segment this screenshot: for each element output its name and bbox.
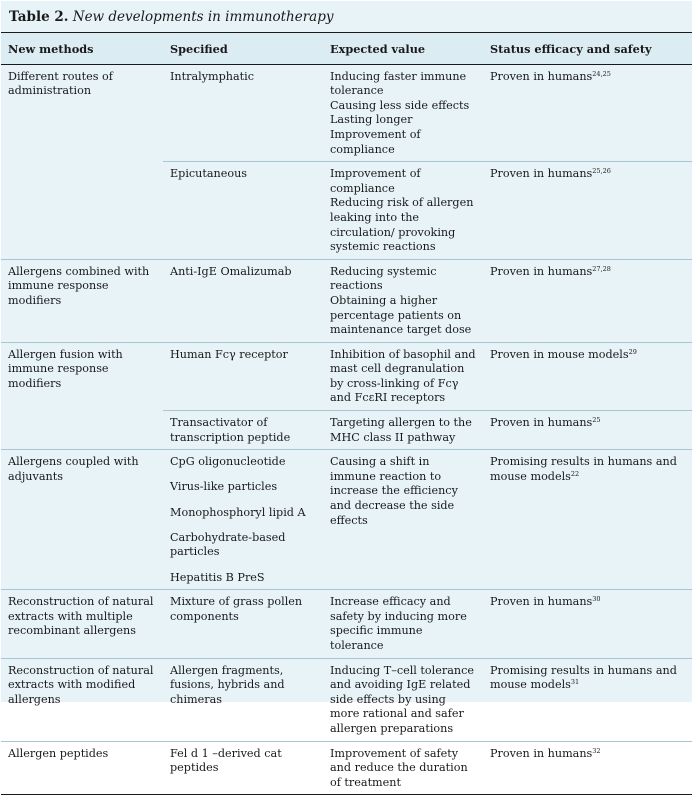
header-new-methods: New methods — [1, 33, 163, 65]
specified-cell: Allergen fragments, fusions, hybrids and chimeras — [163, 658, 323, 741]
adjuvant-item: Hepatitis B PreS — [170, 570, 265, 584]
specified-cell: Fel d 1 –derived cat peptides — [163, 741, 323, 795]
status-text: Proven in humans — [490, 69, 593, 83]
reference-superscript: 27,28 — [592, 264, 611, 273]
reference-superscript: 22 — [570, 469, 580, 478]
status-text: Proven in humans — [490, 264, 593, 278]
table-container — [1, 1, 692, 789]
table-row — [1, 741, 692, 795]
expected-cell — [323, 64, 483, 162]
specified-cell: Intralymphatic — [170, 69, 255, 83]
status-text: Proven in humans — [490, 416, 593, 430]
status-cell — [483, 741, 692, 795]
method-cell: Allergens combined with immune response modifiers — [1, 259, 163, 342]
expected-cell — [323, 411, 483, 450]
method-cell: Allergen peptides — [1, 741, 163, 795]
status-cell — [483, 162, 692, 260]
status-cell — [483, 658, 692, 741]
expected-line: Lasting longer — [330, 113, 413, 127]
table-row — [1, 658, 692, 741]
expected-line: Reducing systemic reactions — [330, 264, 437, 293]
header-specified: Specified — [163, 33, 323, 65]
reference-superscript: 29 — [628, 347, 637, 356]
status-text: Proven in humans — [490, 746, 593, 760]
method-cell: Reconstruction of natural extracts with multiple recombinant allergens — [1, 590, 163, 658]
table-caption — [1, 1, 692, 32]
expected-cell — [323, 450, 483, 590]
specified-cell — [163, 450, 323, 590]
status-text: Proven in humans — [490, 167, 593, 181]
status-cell — [483, 342, 692, 410]
status-cell — [483, 64, 692, 162]
immunotherapy-table — [1, 32, 692, 795]
status-text: Proven in humans — [490, 595, 593, 609]
expected-line: Reducing risk of allergen leaking into the circulation/ provoking systemic reactions — [330, 196, 474, 254]
table-row — [1, 259, 692, 342]
table-row — [1, 590, 692, 658]
expected-line: Improvement of compliance — [330, 127, 421, 156]
reference-superscript: 30 — [592, 595, 601, 604]
reference-superscript: 25 — [592, 416, 601, 425]
specified-cell: Mixture of grass pollen components — [163, 590, 323, 658]
expected-line: Improvement of compliance — [330, 167, 421, 195]
status-text: Proven in mouse models — [490, 347, 629, 361]
status-text: Promising results in humans and mouse models — [490, 455, 677, 483]
specified-cell: Human Fcγ receptor — [163, 342, 323, 410]
method-cell: Different routes of administration — [8, 69, 113, 98]
adjuvant-item: Carbohydrate-based particles — [170, 530, 286, 559]
caption-label: Table 2. — [9, 9, 69, 25]
header-expected-value: Expected value — [323, 33, 483, 65]
method-cell: Allergens coupled with adjuvants — [1, 450, 163, 590]
expected-line: Improvement of safety and reduce the duration of treatment — [330, 746, 468, 789]
expected-line: Causing less side effects — [330, 98, 470, 112]
status-cell — [483, 590, 692, 658]
specified-cell: Transactivator of transcription peptide — [163, 411, 323, 450]
header-row — [1, 33, 692, 65]
table-row — [1, 450, 692, 590]
specified-cell: Anti-IgE Omalizumab — [163, 259, 323, 342]
reference-superscript: 25,26 — [592, 167, 611, 176]
status-text: Promising results in humans and mouse models — [490, 663, 677, 692]
caption-title: New developments in immunotherapy — [72, 9, 334, 25]
adjuvant-item: Virus-like particles — [170, 480, 278, 494]
header-status: Status efficacy and safety — [483, 33, 692, 65]
method-cell: Reconstruction of natural extracts with modified allergens — [1, 658, 163, 741]
expected-line: Inhibition of basophil and mast cell degranulation by cross-linking of Fcγ and FcεRI receptors — [330, 347, 476, 405]
reference-superscript: 24,25 — [592, 69, 611, 78]
table-row — [1, 342, 692, 410]
expected-line: Causing a shift in immune reaction to increase the efficiency and decrease the side effects — [330, 455, 458, 527]
expected-line: Obtaining a higher percentage patients on maintenance target dose — [330, 293, 472, 337]
status-cell — [483, 259, 692, 342]
reference-superscript: 31 — [570, 678, 580, 687]
expected-line: Inducing faster immune tolerance — [330, 69, 467, 98]
adjuvant-item: CpG oligonucleotide — [170, 455, 286, 469]
expected-line: Increase efficacy and safety by inducing more specific immune tolerance — [330, 595, 467, 652]
expected-cell — [323, 342, 483, 410]
adjuvant-item: Monophosphoryl lipid A — [170, 505, 306, 519]
expected-cell — [323, 259, 483, 342]
status-cell — [483, 450, 692, 590]
reference-superscript: 32 — [592, 746, 601, 755]
method-cell: Allergen fusion with immune response modifiers — [1, 342, 163, 450]
specified-cell: Epicutaneous — [163, 162, 323, 260]
expected-cell — [323, 590, 483, 658]
expected-cell — [323, 658, 483, 741]
expected-cell — [323, 741, 483, 795]
expected-cell — [323, 162, 483, 260]
table-row — [1, 64, 692, 162]
expected-line: Inducing T–cell tolerance and avoiding IgE related side effects by using more rational and safer allergen preparations — [330, 663, 474, 735]
expected-line: Targeting allergen to the MHC class II pathway — [330, 416, 472, 444]
status-cell — [483, 411, 692, 450]
